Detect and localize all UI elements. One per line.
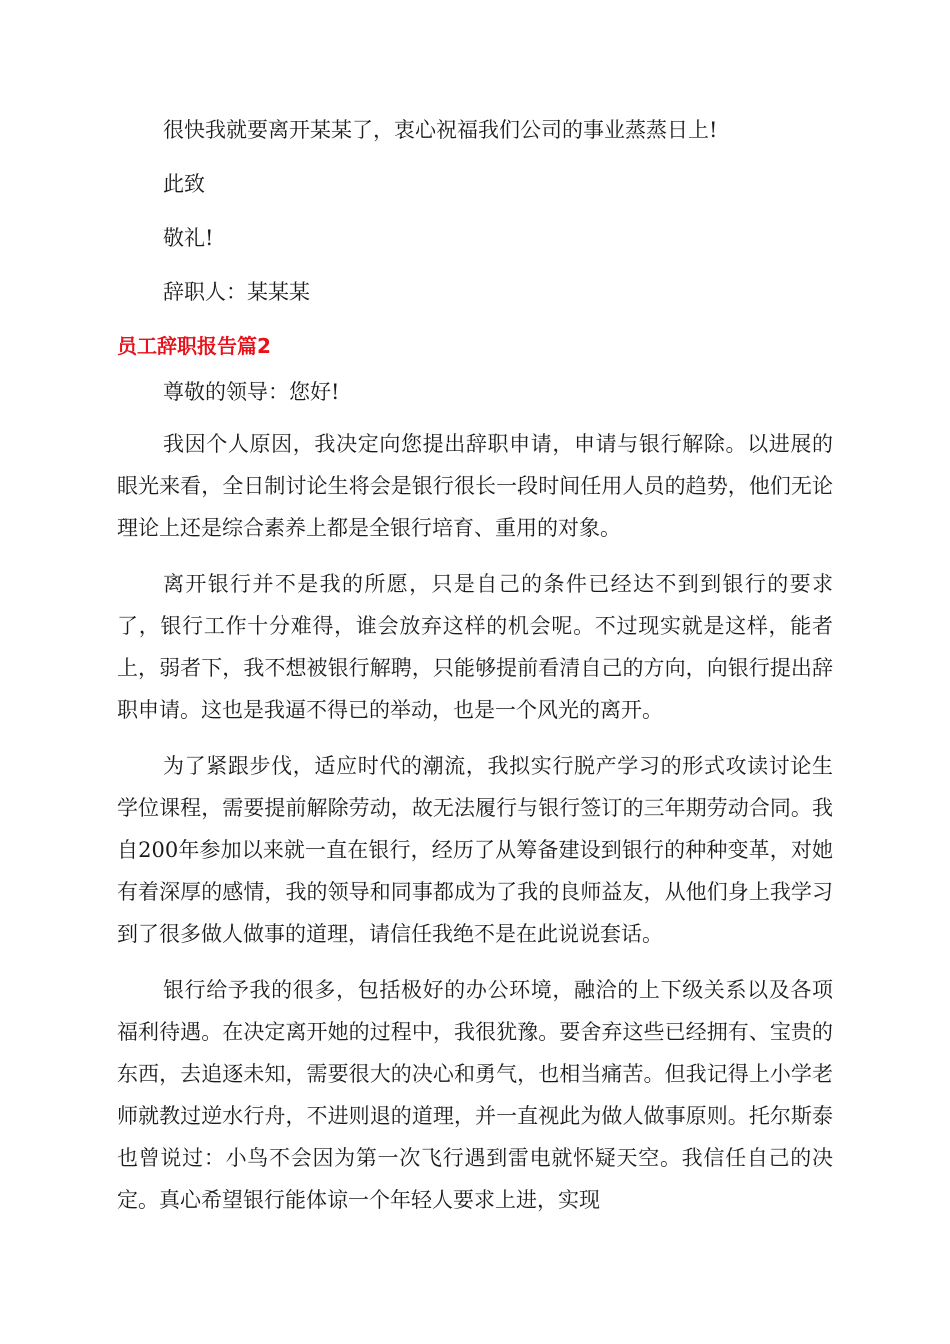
closing-line: 很快我就要离开某某了，衷心祝福我们公司的事业蒸蒸日上! (163, 118, 718, 142)
body-paragraph-3: 为了紧跟步伐，适应时代的潮流，我拟实行脱产学习的形式攻读讨论生学位课程，需要提前解除劳动，故无法履行与银行签订的三年期劳动合同。我自200年参加以来就一直在银行，经历了从筹备建设到银行的种种变革，对她有着深厚的感情，我的领导和同事都成为了我的良师益友，从他们身上我学习到了很多做人做事的道理，请信任我绝不是在此说说套话。 (117, 754, 833, 946)
salutation-ci-zhi: 此致 (163, 172, 205, 196)
body-paragraph-2: 离开银行并不是我的所愿，只是自己的条件已经达不到到银行的要求了，银行工作十分难得，谁会放弃这样的机会呢。不过现实就是这样，能者上，弱者下，我不想被银行解聘，只能够提前看清自己的方向，向银行提出辞职申请。这也是我逼不得已的举动，也是一个风光的离开。 (117, 572, 833, 722)
signature-line: 辞职人：某某某 (163, 280, 310, 304)
salutation-jing-li: 敬礼! (163, 226, 214, 250)
section-heading: 员工辞职报告篇2 (117, 334, 271, 358)
greeting-line: 尊敬的领导：您好! (163, 380, 340, 404)
body-paragraph-1: 我因个人原因，我决定向您提出辞职申请，申请与银行解除。以进展的眼光来看，全日制讨论生将会是银行很长一段时间任用人员的趋势，他们无论理论上还是综合素养上都是全银行培育、重用的对象。 (117, 432, 833, 540)
body-paragraph-4: 银行给予我的很多，包括极好的办公环境，融洽的上下级关系以及各项福利待遇。在决定离开她的过程中，我很犹豫。要舍弃这些已经拥有、宝贵的东西，去追逐未知，需要很大的决心和勇气，也相当痛苦。但我记得上小学老师就教过逆水行舟，不进则退的道理，并一直视此为做人做事原则。托尔斯泰也曾说过：小鸟不会因为第一次飞行遇到雷电就怀疑天空。我信任自己的决定。真心希望银行能体谅一个年轻人要求上进，实现 (117, 978, 833, 1212)
